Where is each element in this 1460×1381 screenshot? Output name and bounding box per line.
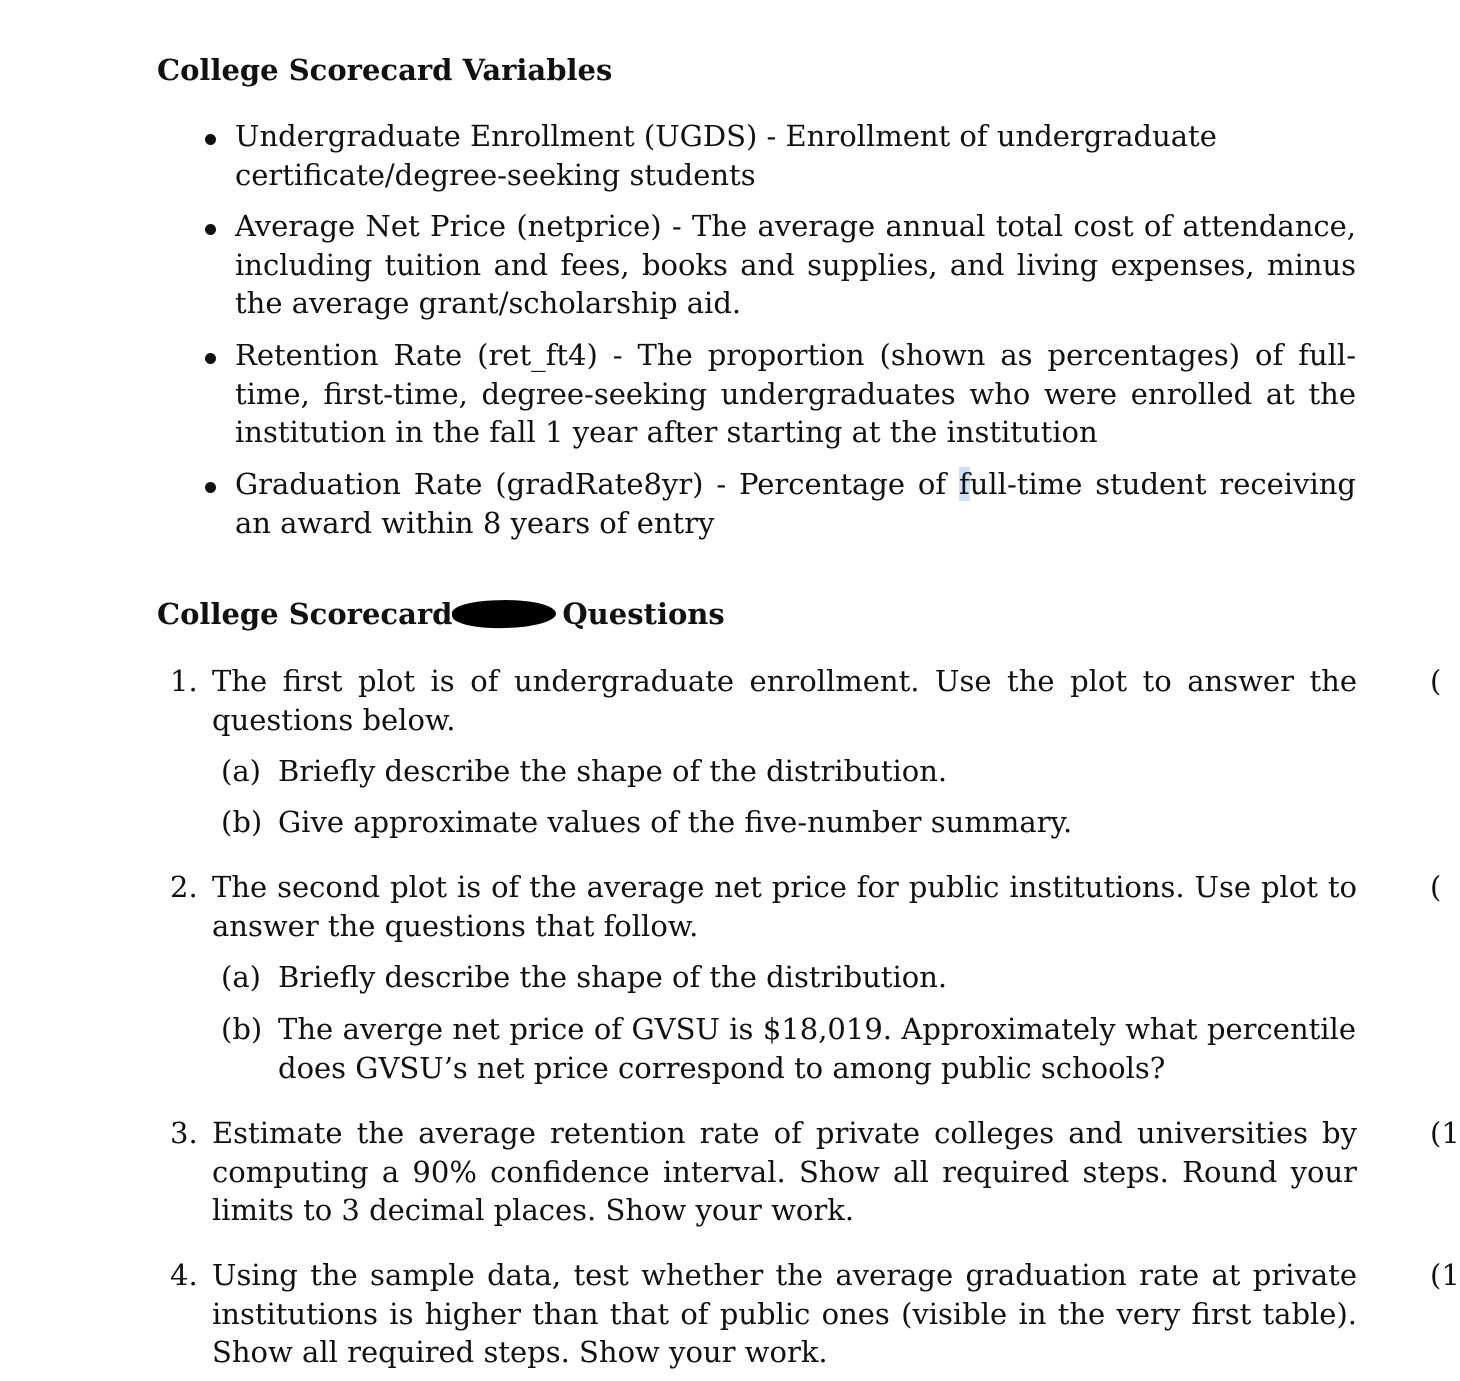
part-text: Briefly describe the shape of the distribution. <box>278 754 948 788</box>
part-label: (b) <box>221 1012 263 1046</box>
variable-item-gradrate <box>235 465 1356 542</box>
variable-text: Graduation Rate (gradRate8yr) - Percentage of full-time student receiving an award within 8 years of entry <box>235 467 1356 540</box>
question-number: 1. <box>170 664 198 698</box>
variable-text: Retention Rate (ret_ft4) - The proportion (shown as percentages) of full-time, first-time, degree-seeking undergraduates who were enrolled at the institution in the fall 1 year after starting at the institution <box>235 338 1356 449</box>
variable-text: Undergraduate Enrollment (UGDS) - Enrollment of undergraduate certificate/degree-seeking students <box>235 119 1217 192</box>
question-item <box>170 1114 1460 1230</box>
redaction-mark <box>452 598 557 630</box>
variable-item-retention <box>235 336 1356 452</box>
question-number: 4. <box>170 1258 198 1292</box>
questions-heading-right: Questions <box>562 597 725 631</box>
part-text: The averge net price of GVSU is $18,019. Approximately what percentile does GVSU’s net price correspond to among public schools? <box>278 1012 1356 1085</box>
question-item <box>170 662 1442 739</box>
question-text: The second plot is of the average net price for public institutions. Use plot to answer the questions that follow. <box>212 870 1357 943</box>
question-points: (1 <box>1430 1116 1460 1150</box>
question-item <box>170 1256 1460 1372</box>
question-item <box>170 868 1442 945</box>
bullet-icon <box>205 134 216 145</box>
part-label: (a) <box>221 960 261 994</box>
variable-item-netprice <box>235 207 1356 323</box>
part-label: (a) <box>221 754 261 788</box>
question-points: ( <box>1430 870 1442 904</box>
bullet-icon <box>205 224 216 235</box>
question-text: Using the sample data, test whether the average graduation rate at private institutions is higher than that of public ones (visible in the very first table). Show all required steps. Show your work. <box>212 1258 1357 1369</box>
question-number: 3. <box>170 1116 198 1150</box>
part-text: Give approximate values of the five-number summary. <box>278 805 1073 839</box>
question-part <box>221 1010 1356 1087</box>
bullet-icon <box>205 482 216 493</box>
question-points: ( <box>1430 664 1442 698</box>
part-label: (b) <box>221 805 263 839</box>
question-number: 2. <box>170 870 198 904</box>
question-part <box>221 958 1356 997</box>
question-part <box>221 803 1356 842</box>
variable-item-ugds <box>235 117 1387 194</box>
question-text: The first plot is of undergraduate enrollment. Use the plot to answer the questions below. <box>212 664 1357 737</box>
bullet-icon <box>205 353 216 364</box>
variables-heading: College Scorecard Variables <box>157 53 613 87</box>
text-selection-highlight[interactable]: f <box>959 467 970 501</box>
question-part <box>221 752 1356 791</box>
questions-heading <box>157 597 725 631</box>
question-text: Estimate the average retention rate of private colleges and universities by computing a 90% confidence interval. Show all required steps. Round your limits to 3 decimal places. Show your work. <box>212 1116 1357 1227</box>
question-points: (1 <box>1430 1258 1460 1292</box>
part-text: Briefly describe the shape of the distribution. <box>278 960 948 994</box>
questions-heading-left: College Scorecard <box>157 597 453 631</box>
variable-text: Average Net Price (netprice) - The average annual total cost of attendance, including tuition and fees, books and supplies, and living expenses, minus the average grant/scholarship aid. <box>235 209 1356 320</box>
